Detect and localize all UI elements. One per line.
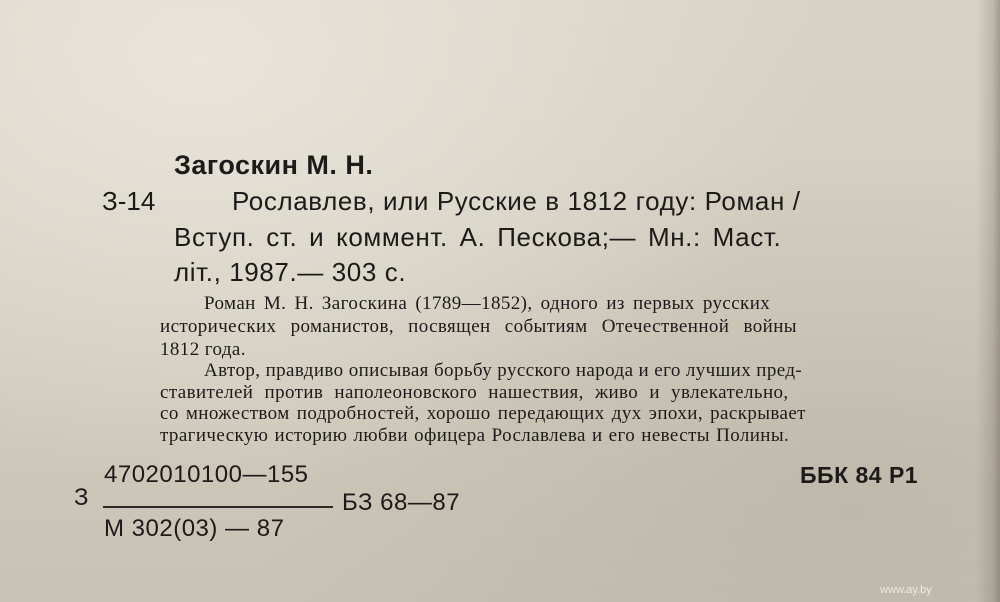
annotation-line: Роман М. Н. Загоскина (1789—1852), одного из первых русских [204,293,771,314]
page-edge-shadow [976,0,1000,602]
index-letter: З [74,484,89,511]
annotation-line: трагическую историю любви офицера Рославлева и его невесты Полины. [160,425,790,446]
index-numerator: 4702010100—155 [104,461,309,488]
title-line-2: Вступ. ст. и коммент. А. Пескова;— Мн.: Маст. [174,222,782,252]
annotation-line: исторических романистов, посвящен событиям Отечественной войны [160,316,797,337]
title-line-1: Рославлев, или Русские в 1812 году: Роман / [232,186,801,216]
annotation-line: со множеством подробностей, хорошо передающих дух эпохи, раскрывает [160,403,806,424]
annotation-line: ставителей против наполеоновского нашествия, живо и увлекательно, [160,382,789,403]
bbk-code: ББК 84 Р1 [800,462,919,488]
catalog-code: З-14 [102,186,156,216]
bz-code: БЗ 68—87 [342,489,461,516]
index-denominator: М 302(03) — 87 [104,515,285,542]
title-line-3: літ., 1987.— 303 с. [174,257,407,287]
author-name: Загоскин М. Н. [174,150,374,180]
fraction-divider [103,506,333,508]
annotation-line: Автор, правдиво описывая борьбу русского народа и его лучших пред- [204,360,803,381]
watermark: www.ay.by [880,584,932,596]
annotation-line: 1812 года. [160,339,246,360]
